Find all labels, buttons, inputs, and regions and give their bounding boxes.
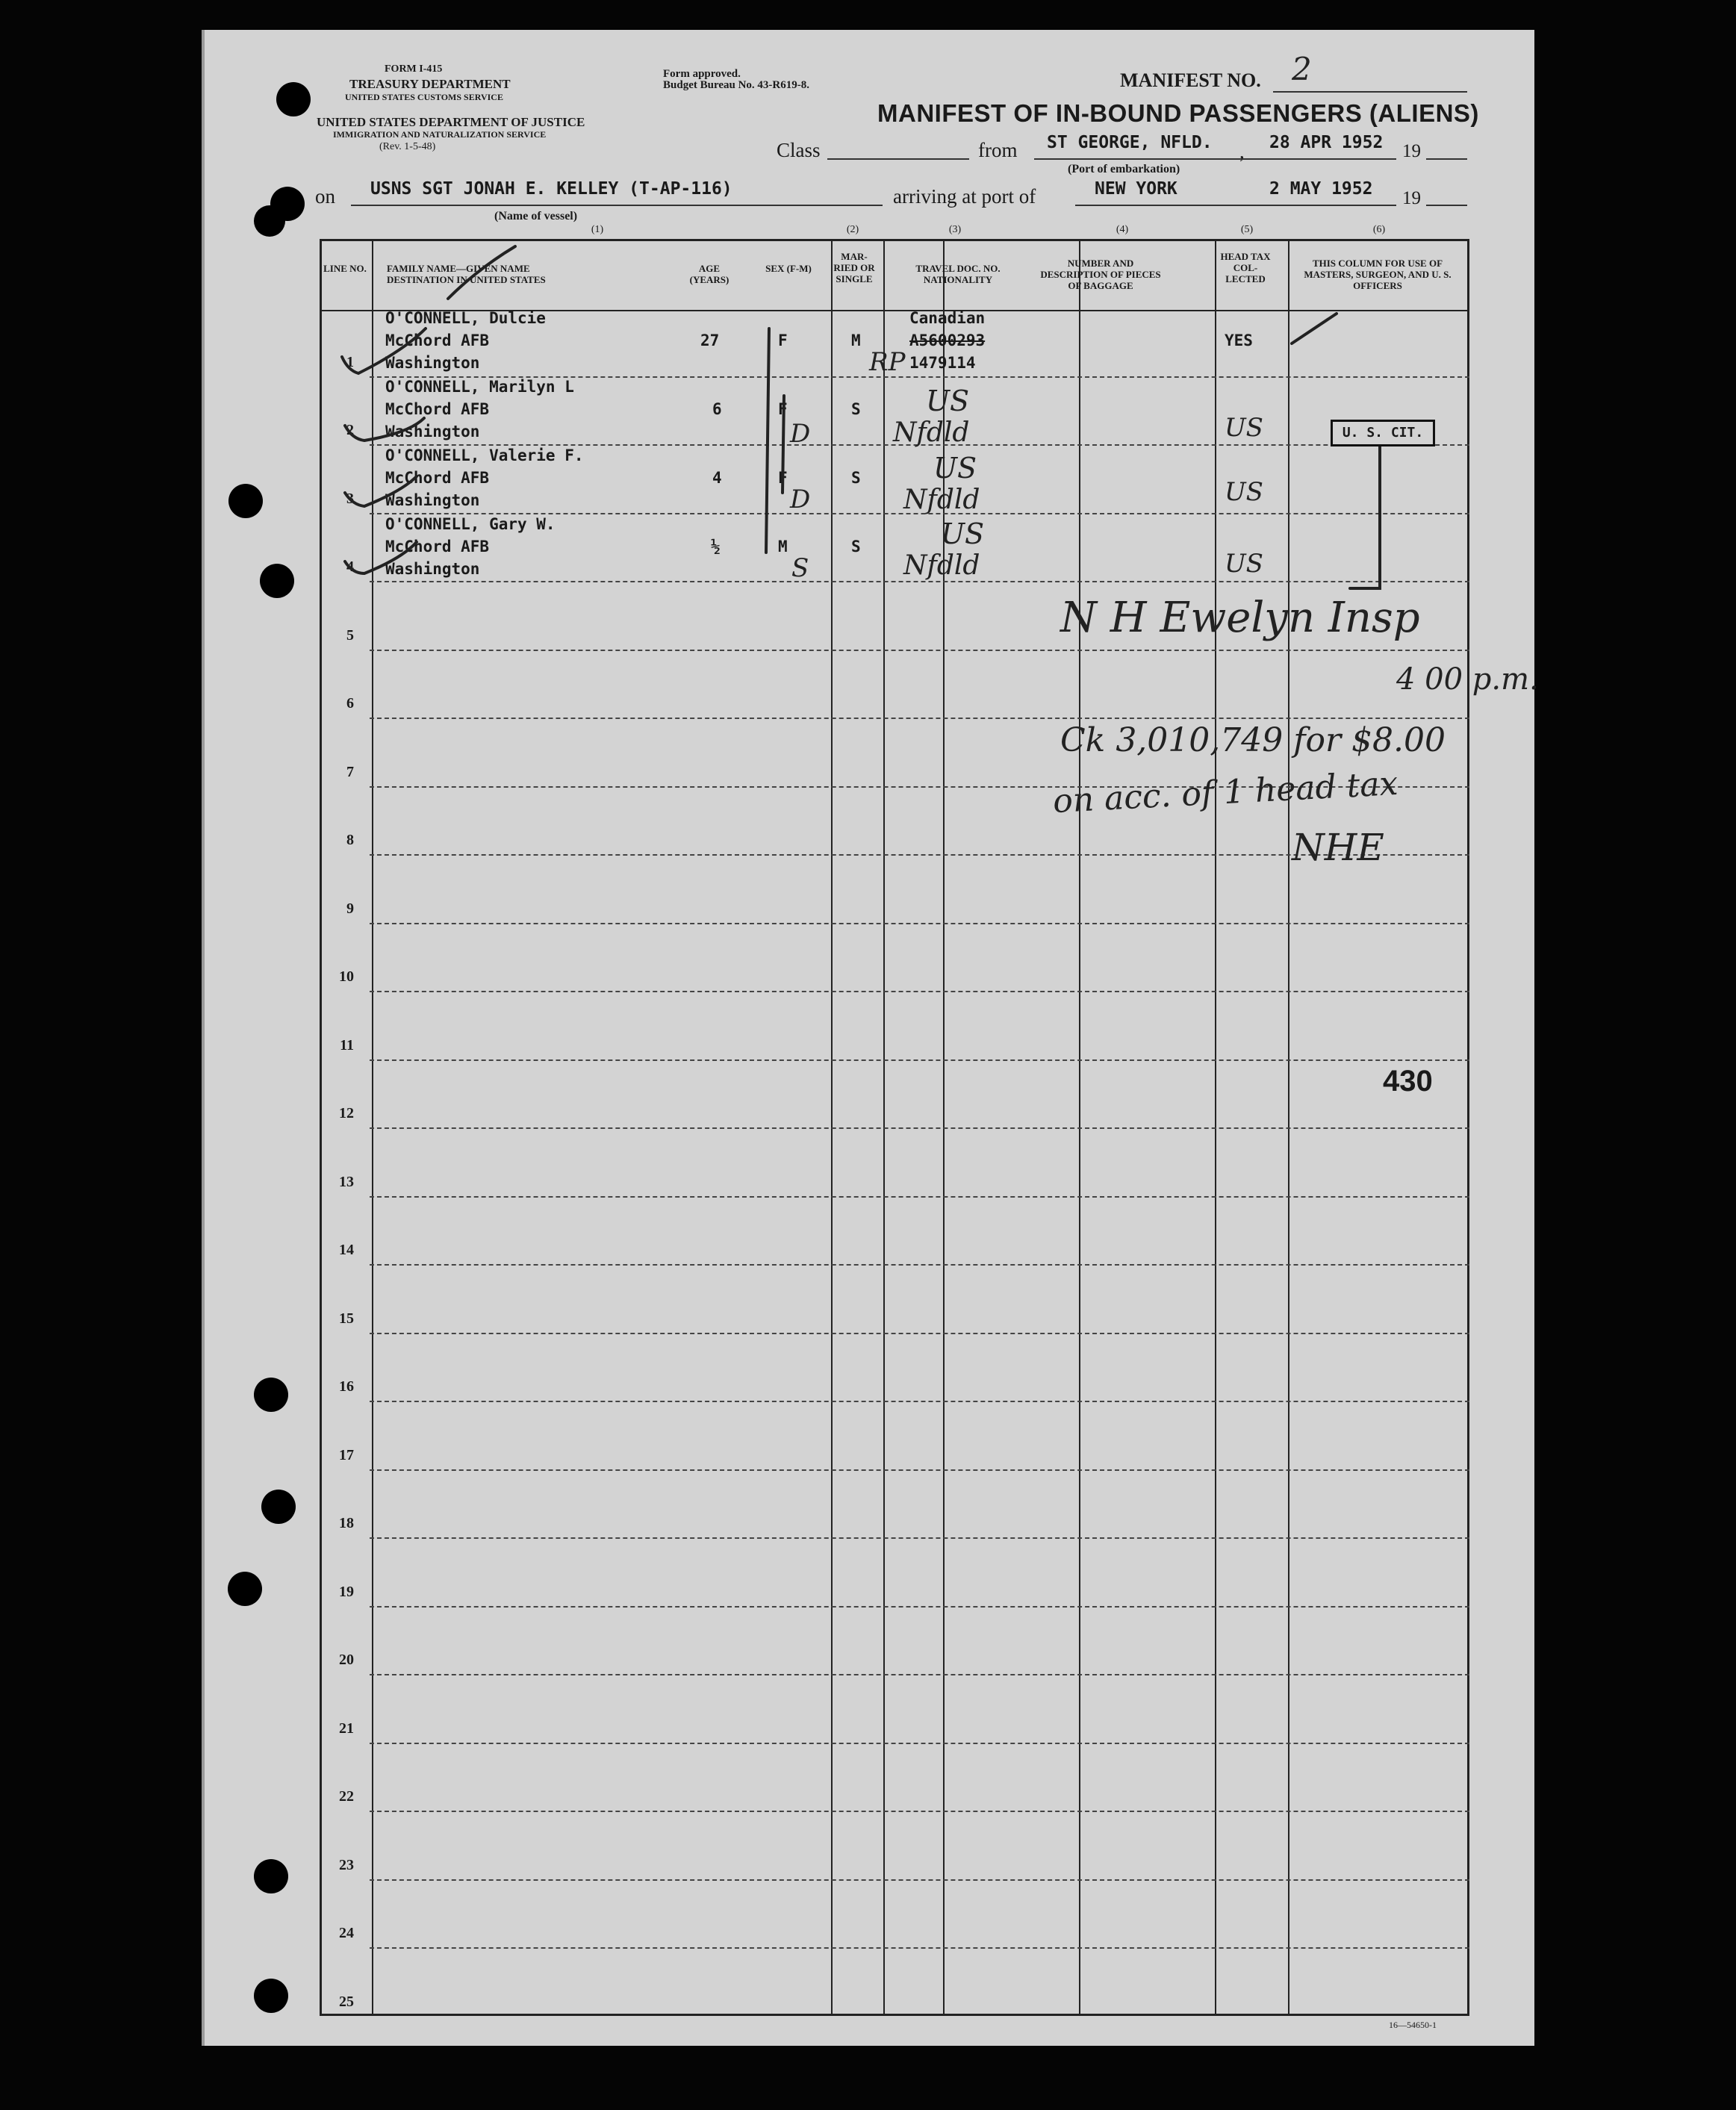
passenger-age: 4 <box>712 469 722 487</box>
passenger-origin: Nfdld <box>903 485 980 515</box>
header-baggage: NUMBER AND DESCRIPTION OF PIECES OF BAGGAGE <box>1040 258 1161 291</box>
line-number: 14 <box>339 1242 354 1259</box>
line-number: 13 <box>339 1173 354 1190</box>
passenger-name: O'CONNELL, Valerie F. <box>385 446 584 464</box>
check-note: Ck 3,010,749 for $8.00 <box>1060 721 1446 759</box>
line-number: 15 <box>339 1310 354 1327</box>
passenger-head-tax: US <box>1225 413 1263 443</box>
port-caption: (Port of embarkation) <box>1068 163 1180 175</box>
line-number: 25 <box>339 1994 354 2010</box>
passenger-age: ½ <box>711 538 721 555</box>
header-married: MAR-RIED OR SINGLE <box>833 251 875 284</box>
on-label: on <box>315 185 335 208</box>
passenger-destination-state: Washington <box>385 491 480 509</box>
line-number: 23 <box>339 1856 354 1873</box>
from-year-suffix: 19 <box>1402 141 1421 161</box>
passenger-head-tax: US <box>1225 549 1263 579</box>
passenger-destination: McChord AFB <box>385 538 490 555</box>
passenger-marital: S <box>851 400 861 418</box>
header-age: AGE (YEARS) <box>689 263 729 285</box>
column-number-5: (5) <box>1240 224 1254 235</box>
manifest-no-value: 2 <box>1292 51 1312 87</box>
header-sex: SEX (F-M) <box>765 263 812 274</box>
line-number: 6 <box>346 695 354 712</box>
arrival-port: NEW YORK <box>1095 179 1177 199</box>
line-number: 7 <box>346 763 354 780</box>
check-mark <box>345 542 417 573</box>
passenger-nationality: Canadian <box>909 309 986 327</box>
line-number: 24 <box>339 1925 354 1942</box>
line-number: 9 <box>346 900 354 917</box>
passenger-nationality: US <box>933 452 977 485</box>
page-number: 430 <box>1383 1065 1433 1098</box>
line-number: 10 <box>339 968 354 986</box>
passenger-marital: S <box>851 469 861 487</box>
column-number-6: (6) <box>1372 224 1386 235</box>
justice-department: UNITED STATES DEPARTMENT OF JUSTICE <box>317 115 585 129</box>
passenger-doc-number: 1479114 <box>909 354 976 372</box>
passenger-sex: M <box>778 538 788 555</box>
passenger-destination: McChord AFB <box>385 332 490 349</box>
manifest-title: MANIFEST OF IN-BOUND PASSENGERS (ALIENS) <box>877 99 1479 127</box>
line-number: 4 <box>346 558 354 576</box>
line-number: 11 <box>340 1036 354 1054</box>
from-date: 28 APR 1952 <box>1269 133 1384 152</box>
sex-bracket <box>766 329 769 553</box>
line-number: 8 <box>346 832 354 849</box>
line-number: 2 <box>346 422 354 439</box>
column-number-1: (1) <box>591 224 604 235</box>
passenger-nationality: US <box>941 517 985 550</box>
column-number-3: (3) <box>948 224 962 235</box>
header-travel-doc: TRAVEL DOC. NO. NATIONALITY <box>915 263 1001 285</box>
passenger-marital: M <box>851 332 861 349</box>
passenger-destination-state: Washington <box>385 354 480 372</box>
check-mark <box>342 329 426 373</box>
header-line-no: LINE NO. <box>323 263 367 274</box>
passenger-destination-state: Washington <box>385 423 480 441</box>
line-number: 17 <box>339 1446 354 1463</box>
line-number: 18 <box>339 1515 354 1532</box>
form-number: FORM I-415 <box>385 63 443 75</box>
inspector-signature: N H Ewelyn Insp <box>1060 594 1420 642</box>
passenger-sex: F <box>778 332 788 349</box>
line-number: 5 <box>346 626 354 644</box>
passenger-origin: Nfdld <box>903 550 980 581</box>
passenger-destination-state: Washington <box>385 560 480 578</box>
line-number: 12 <box>339 1105 354 1122</box>
footer-code: 16—54650-1 <box>1389 2020 1437 2030</box>
header-name: FAMILY NAME—GIVEN NAME DESTINATION IN UNITED STATES <box>387 263 546 285</box>
manifest-no-label: MANIFEST NO. <box>1120 69 1261 91</box>
from-port: ST GEORGE, NFLD. <box>1047 133 1213 152</box>
line-number: 1 <box>346 353 354 370</box>
passenger-age: 27 <box>700 332 720 349</box>
line-number: 20 <box>339 1652 354 1669</box>
signature-time: 4 00 p.m. <box>1396 662 1539 697</box>
passenger-sex: F <box>778 400 788 418</box>
treasury-department: TREASURY DEPARTMENT <box>349 77 511 91</box>
initials: NHE <box>1292 826 1384 869</box>
class-label: Class <box>777 139 821 161</box>
line-number: 22 <box>339 1788 354 1805</box>
passenger-marital: S <box>851 538 861 555</box>
arriving-label: arriving at port of <box>893 185 1036 208</box>
passenger-sex: F <box>778 469 788 487</box>
check-mark <box>345 476 417 506</box>
passenger-sex-note: S <box>791 553 809 583</box>
column-number-2: (2) <box>846 224 859 235</box>
vessel-name: USNS SGT JONAH E. KELLEY (T-AP-116) <box>370 179 732 199</box>
passenger-age: 6 <box>712 400 722 418</box>
form-approved: Form approved. <box>663 68 741 80</box>
stamp-connector <box>1350 446 1380 588</box>
passenger-nationality: US <box>926 385 970 417</box>
from-label: from <box>978 139 1018 161</box>
tax-slash <box>1292 314 1337 343</box>
check-note-reason: on acc. of 1 head tax <box>1051 764 1399 821</box>
passenger-origin: Nfdld <box>893 417 970 448</box>
header-officers: THIS COLUMN FOR USE OF MASTERS, SURGEON, AND U. S. OFFICERS <box>1304 258 1452 291</box>
passenger-head-tax: YES <box>1225 332 1253 349</box>
line-number: 16 <box>339 1378 354 1395</box>
passenger-name: O'CONNELL, Gary W. <box>385 515 556 533</box>
header-head-tax: HEAD TAX COL-LECTED <box>1220 251 1271 284</box>
passenger-doc-crossed: A5600293 <box>909 332 986 349</box>
budget-bureau: Budget Bureau No. 43-R619-8. <box>663 79 809 91</box>
arrival-date: 2 MAY 1952 <box>1269 179 1373 199</box>
passenger-destination: McChord AFB <box>385 400 490 418</box>
line-number: 3 <box>346 490 354 507</box>
line-number: 21 <box>339 1720 354 1737</box>
arrival-year-suffix: 19 <box>1402 188 1421 208</box>
passenger-sex-note: D <box>790 485 811 514</box>
check-mark <box>345 418 424 441</box>
passenger-name: O'CONNELL, Marilyn L <box>385 378 574 396</box>
passenger-name: O'CONNELL, Dulcie <box>385 309 546 327</box>
passenger-head-tax: US <box>1225 477 1263 507</box>
ins-name: IMMIGRATION AND NATURALIZATION SERVICE <box>333 129 547 140</box>
passenger-doc-note: RP <box>869 347 906 377</box>
name-slash <box>448 246 515 299</box>
column-number-4: (4) <box>1116 224 1129 235</box>
revision-note: (Rev. 1-5-48) <box>379 141 436 152</box>
passenger-sex-note: D <box>790 419 811 449</box>
passenger-destination: McChord AFB <box>385 469 490 487</box>
vessel-caption: (Name of vessel) <box>494 210 578 222</box>
line-number: 19 <box>339 1583 354 1600</box>
citizen-stamp: U. S. CIT. <box>1331 420 1435 446</box>
sex-bracket <box>783 396 784 493</box>
from-comma: , <box>1239 140 1245 163</box>
customs-service: UNITED STATES CUSTOMS SERVICE <box>345 92 503 102</box>
